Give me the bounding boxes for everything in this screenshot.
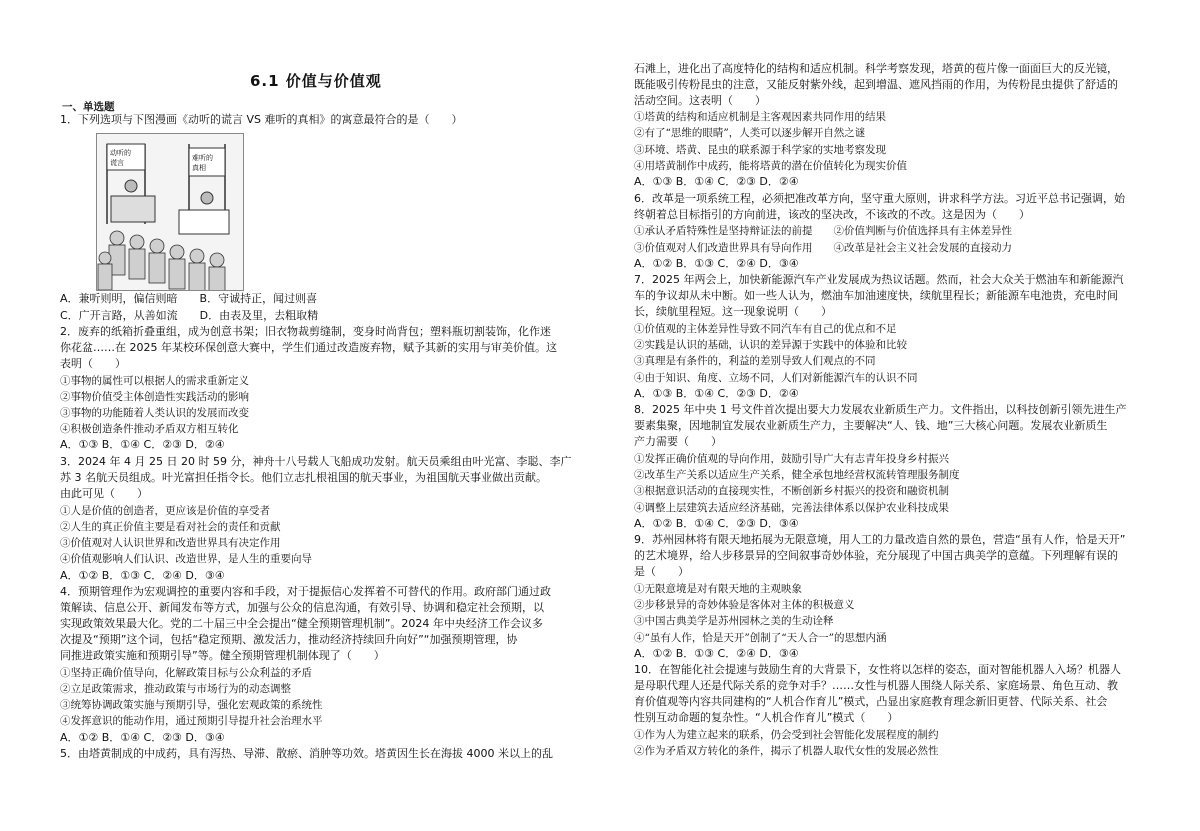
answer-choice-line: ②作为矛盾双方转化的条件，揭示了机器人取代女性的发展必然性 — [634, 745, 939, 757]
question-text-line: 1．下列选项与下图漫画《动听的谎言 VS 难听的真相》的寓意最符合的是（ ） — [60, 113, 463, 126]
question-text-line: 是（ ） — [634, 565, 689, 578]
question-text-line: A．①③ B．①④ C．②③ D．②④ — [634, 387, 799, 400]
question-text-line: A．①② B．①④ C．②③ D．③④ — [60, 731, 225, 744]
answer-choice-line: ②步移景异的奇妙体验是客体对主体的积极意义 — [634, 599, 855, 611]
answer-choice-line: ②人生的真正价值主要是看对社会的责任和贡献 — [60, 521, 281, 533]
question-text-line: 策解读、信息公开、新闻发布等方式，加强与公众的信息沟通，有效引导、协调和稳定社会预期，以 — [60, 601, 544, 614]
question-text-line: 是母职代理人还是代际关系的竞争对手？……女性与机器人围绕人际关系、家庭场景、角色互动、教 — [634, 679, 1118, 692]
answer-choice-line: ④价值观影响人们认识、改造世界，是人生的重要向导 — [60, 553, 312, 565]
question-text-line: 2．废弃的纸箱折叠重组，成为创意书架；旧衣物裁剪缝制，变身时尚背包；塑料瓶切割装饰，化作迷 — [60, 325, 551, 338]
answer-choice-line: ③价值观对人认识世界和改造世界具有决定作用 — [60, 537, 281, 549]
answer-choice-line: ③环境、塔黄、昆虫的联系源于科学家的实地考察发现 — [634, 144, 886, 156]
question-text-line: A．兼听则明，偏信则暗 B．守诚持正，闻过则喜 — [60, 292, 318, 305]
question-text-line: A．①③ B．①④ C．②③ D．②④ — [60, 438, 225, 451]
comic-illustration — [96, 133, 244, 291]
question-text-line: 7．2025 年两会上，加快新能源汽车产业发展成为热议话题。然而，社会大众关于燃油车和新能源汽 — [634, 273, 1124, 286]
answer-choice-line: ③价值观对人们改造世界具有导向作用 ④改革是社会主义社会发展的直接动力 — [634, 242, 1012, 254]
question-text-line: A．①② B．①③ C．②④ D．③④ — [60, 569, 225, 582]
comic-sign-right-2: 真相 — [192, 164, 206, 172]
answer-choice-line: ③真理是有条件的，利益的差别导致人们观点的不同 — [634, 355, 876, 367]
question-text-line: 石滩上，进化出了高度特化的结构和适应机制。科学考察发现，塔黄的苞片像一面面巨大的反光镜， — [634, 62, 1118, 75]
question-text-line: 9．苏州园林将有限天地拓展为无限意境，用人工的力量改造自然的景色，营造“虽有人作，恰是天开” — [634, 533, 1126, 546]
question-text-line: 你花盆……在 2025 年某校环保创意大赛中，学生们通过改造废弃物，赋予其新的实用与审美价值。这 — [60, 341, 557, 354]
question-text-line: 实现政策效果最大化。党的二十届三中全会提出“健全预期管理机制”。2024 年中央经济工作会议多 — [60, 617, 543, 630]
question-text-line: C．广开言路，从善如流 D．由表及里，去粗取精 — [60, 309, 319, 322]
question-text-line: 4．预期管理作为宏观调控的重要内容和手段，对于提振信心发挥着不可替代的作用。政府部门通过政 — [60, 585, 551, 598]
answer-choice-line: ①发挥正确价值观的导向作用，鼓励引导广大有志青年投身乡村振兴 — [634, 453, 949, 465]
question-text-line: 表明（ ） — [60, 357, 126, 370]
question-text-line: 10．在智能化社会提速与鼓励生育的大背景下，女性将以怎样的姿态，面对智能机器人入场？机器人 — [634, 663, 1121, 676]
question-text-line: 次提及“预期”这个词，包括“稳定预期、激发活力，推动经济持续回升向好”“加强预期管理，协 — [60, 633, 518, 646]
question-text-line: 要素集聚，因地制宜发展农业新质生产力，主要解决“人、钱、地”三大核心问题。发展农业新质生 — [634, 419, 1108, 432]
page-title: 6.1 价值与价值观 — [250, 72, 382, 90]
answer-choice-line: ①无限意境是对有限天地的主观映象 — [634, 583, 802, 595]
question-text-line: 苏 3 名航天员组成。叶光富担任指令长。他们立志扎根祖国的航天事业，为祖国航天事业做出贡献。 — [60, 471, 547, 484]
question-text-line: 5．由塔黄制成的中成药，具有泻热、导滞、散瘀、消肿等功效。塔黄因生长在海拔 4000 米以上的乱 — [60, 747, 553, 760]
answer-choice-line: ①承认矛盾特殊性是坚持辩证法的前提 ②价值判断与价值选择具有主体差异性 — [634, 225, 1012, 237]
answer-choice-line: ①作为人为建立起来的联系，仍会受到社会智能化发展程度的制约 — [634, 729, 939, 741]
question-text-line: A．①② B．①③ C．②④ D．③④ — [634, 647, 799, 660]
answer-choice-line: ④“虽有人作，恰是天开”创制了“天人合一”的思想内涵 — [634, 632, 887, 644]
answer-choice-line: ①塔黄的结构和适应机制是主客观因素共同作用的结果 — [634, 111, 886, 123]
comic-sign-right: 难听的 — [192, 154, 213, 162]
question-text-line: 的艺术境界，给人步移景异的空间叙事奇妙体验，充分展现了中国古典美学的意蕴。下列理解有误的 — [634, 549, 1118, 562]
answer-choice-line: ④积极创造条件推动矛盾双方相互转化 — [60, 423, 239, 435]
question-text-line: 产力需要（ ） — [634, 435, 722, 448]
question-text-line: 育价值观等内容共同建构的“人机合作育儿”模式，凸显出家庭教育理念新旧更替、代际关系、社会 — [634, 695, 1108, 708]
answer-choice-line: ④用塔黄制作中成药，能将塔黄的潜在价值转化为现实价值 — [634, 160, 907, 172]
section-heading: 一、单选题 — [62, 101, 115, 113]
question-text-line: 长，续航里程短。这一现象说明（ ） — [634, 305, 832, 318]
question-text-line: A．①② B．①④ C．②③ D．③④ — [634, 517, 799, 530]
question-text-line: A．①② B．①③ C．②④ D．③④ — [634, 257, 799, 270]
question-text-line: 由此可见（ ） — [60, 487, 148, 500]
answer-choice-line: ②有了“思维的眼睛”，人类可以逐步解开自然之谜 — [634, 127, 866, 139]
question-text-line: A．①③ B．①④ C．②③ D．②④ — [634, 175, 799, 188]
answer-choice-line: ②立足政策需求，推动政策与市场行为的动态调整 — [60, 683, 291, 695]
question-text-line: 既能吸引传粉昆虫的注意，又能反射紫外线，起到增温、遮风挡雨的作用，为传粉昆虫提供了舒适的 — [634, 78, 1118, 91]
answer-choice-line: ②改革生产关系以适应生产关系，健全承包地经营权流转管理服务制度 — [634, 469, 960, 481]
answer-choice-line: ①人是价值的创造者，更应该是价值的享受者 — [60, 505, 270, 517]
question-text-line: 6．改革是一项系统工程，必须把准改革方向，坚守重大原则，讲求科学方法。习近平总书记强调，始 — [634, 192, 1125, 205]
question-text-line: 性别互动命题的复杂性。“人机合作育儿”模式（ ） — [634, 711, 899, 724]
answer-choice-line: ④发挥意识的能动作用，通过预期引导提升社会治理水平 — [60, 715, 323, 727]
answer-choice-line: ①坚持正确价值导向，化解政策目标与公众利益的矛盾 — [60, 667, 312, 679]
answer-choice-line: ①价值观的主体差异性导致不同汽车有自己的优点和不足 — [634, 323, 897, 335]
answer-choice-line: ④由于知识、角度、立场不同，人们对新能源汽车的认识不同 — [634, 372, 918, 384]
question-text-line: 3．2024 年 4 月 25 日 20 时 59 分，神舟十八号载人飞船成功发射。航天员乘组由叶光富、李聪、李广 — [60, 455, 572, 468]
comic-drawing — [97, 134, 243, 290]
question-text-line: 同推进政策实施和预期引导”等。健全预期管理机制体现了（ ） — [60, 649, 385, 662]
answer-choice-line: ②事物价值受主体创造性实践活动的影响 — [60, 391, 249, 403]
answer-choice-line: ③根据意识活动的直接现实性，不断创新乡村振兴的投资和融资机制 — [634, 485, 949, 497]
answer-choice-line: ①事物的属性可以根据人的需求重新定义 — [60, 375, 249, 387]
answer-choice-line: ③事物的功能随着人类认识的发展而改变 — [60, 407, 249, 419]
answer-choice-line: ③中国古典美学是苏州园林之美的生动诠释 — [634, 615, 834, 627]
answer-choice-line: ②实践是认识的基础，认识的差异源于实践中的体验和比较 — [634, 339, 907, 351]
answer-choice-line: ④调整上层建筑去适应经济基础，完善法律体系以保护农业科技成果 — [634, 502, 949, 514]
question-text-line: 车的争议却从未中断。如一些人认为，燃油车加油速度快，续航里程长；新能源车电池贵，充电时间 — [634, 289, 1118, 302]
answer-choice-line: ③统筹协调政策实施与预期引导，强化宏观政策的系统性 — [60, 699, 323, 711]
comic-sign-left-2: 谎言 — [110, 159, 124, 167]
comic-sign-left: 动听的 — [110, 149, 131, 157]
question-text-line: 活动空间。这表明（ ） — [634, 94, 766, 107]
question-text-line: 终朝着总目标指引的方向前进，该改的坚决改，不该改的不改。这是因为（ ） — [634, 208, 1030, 221]
question-text-line: 8．2025 年中央 1 号文件首次提出要大力发展农业新质生产力。文件指出，以科技创新引领先进生产 — [634, 403, 1127, 416]
